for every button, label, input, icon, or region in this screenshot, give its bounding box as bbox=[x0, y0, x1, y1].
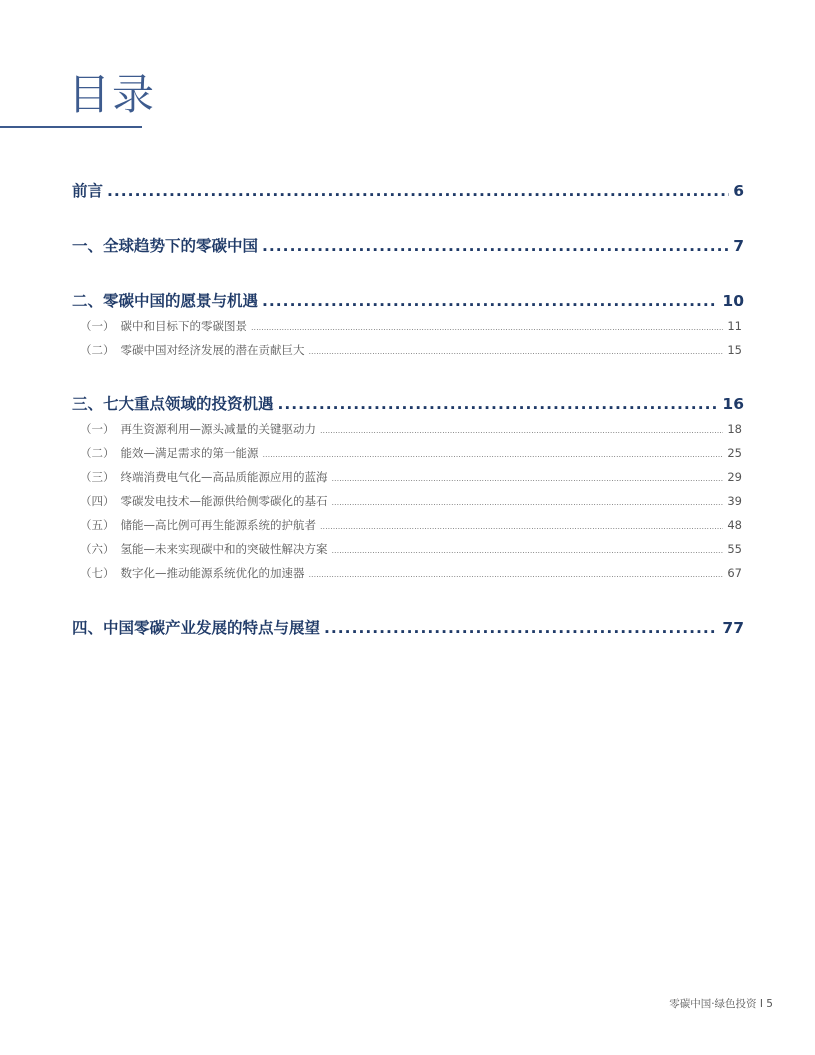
toc-page-number: 48 bbox=[727, 518, 742, 532]
toc-page-number: 6 bbox=[733, 182, 744, 200]
toc-subentry[interactable] bbox=[80, 516, 742, 534]
dot-leader bbox=[278, 393, 719, 415]
toc-subentry-label: 碳中和目标下的零碳图景 bbox=[120, 319, 247, 333]
toc-page-number: 11 bbox=[727, 319, 742, 333]
toc-subentry-label: 终端消费电气化—高品质能源应用的蓝海 bbox=[120, 470, 328, 484]
toc-subentry-number: （一） bbox=[80, 422, 115, 436]
toc-subentry[interactable] bbox=[80, 492, 742, 510]
toc-subentry[interactable] bbox=[80, 420, 742, 438]
dot-leader bbox=[251, 319, 723, 337]
dot-leader bbox=[320, 422, 723, 440]
toc-page-number: 18 bbox=[727, 422, 742, 436]
toc-entry-label: 四、中国零碳产业发展的特点与展望 bbox=[72, 619, 321, 637]
toc-subentry[interactable] bbox=[80, 317, 742, 335]
toc-subentry-number: （三） bbox=[80, 470, 115, 484]
toc-entry-label: 前言 bbox=[72, 182, 104, 200]
page-footer: 零碳中国·绿色投资 I 5 bbox=[669, 998, 773, 1010]
dot-leader bbox=[324, 617, 718, 639]
dot-leader bbox=[262, 235, 729, 257]
dot-leader bbox=[320, 518, 723, 536]
toc-subentry-label: 再生资源利用—源头减量的关键驱动力 bbox=[120, 422, 316, 436]
toc-subentry[interactable] bbox=[80, 564, 742, 582]
dot-leader bbox=[107, 180, 729, 202]
page-title: 目录 bbox=[68, 70, 157, 119]
toc-entry[interactable] bbox=[72, 180, 744, 202]
toc-page-number: 25 bbox=[727, 446, 742, 460]
toc-page-number: 16 bbox=[722, 395, 744, 413]
dot-leader bbox=[263, 446, 724, 464]
toc-subentry-number: （五） bbox=[80, 518, 115, 532]
toc-subentry-label: 能效—满足需求的第一能源 bbox=[120, 446, 259, 460]
toc-subentry-label: 零碳发电技术—能源供给侧零碳化的基石 bbox=[120, 494, 328, 508]
toc-page-number: 77 bbox=[722, 619, 744, 637]
dot-leader bbox=[262, 290, 718, 312]
dot-leader bbox=[309, 343, 724, 361]
toc-page-number: 10 bbox=[722, 292, 744, 310]
toc-subentry-number: （二） bbox=[80, 343, 115, 357]
title-underline bbox=[0, 126, 142, 128]
dot-leader bbox=[332, 470, 724, 488]
toc-entry[interactable] bbox=[72, 617, 744, 639]
toc-subentry-number: （一） bbox=[80, 319, 115, 333]
toc-entry-label: 三、七大重点领域的投资机遇 bbox=[72, 395, 274, 413]
toc-subentry-number: （二） bbox=[80, 446, 115, 460]
toc-subentry-label: 数字化—推动能源系统优化的加速器 bbox=[120, 566, 305, 580]
toc-subentry-label: 储能—高比例可再生能源系统的护航者 bbox=[120, 518, 316, 532]
dot-leader bbox=[332, 494, 724, 512]
toc-entry-label: 一、全球趋势下的零碳中国 bbox=[72, 237, 259, 255]
toc-page-number: 39 bbox=[727, 494, 742, 508]
toc-subentry[interactable] bbox=[80, 468, 742, 486]
toc-subentry-number: （六） bbox=[80, 542, 115, 556]
toc-subentry[interactable] bbox=[80, 341, 742, 359]
toc-subentry-number: （七） bbox=[80, 566, 115, 580]
dot-leader bbox=[332, 542, 724, 560]
toc-subentry-number: （四） bbox=[80, 494, 115, 508]
toc-page-number: 29 bbox=[727, 470, 742, 484]
toc-page-number: 55 bbox=[727, 542, 742, 556]
toc-page-number: 7 bbox=[733, 237, 744, 255]
toc-entry[interactable] bbox=[72, 393, 744, 415]
toc-page-number: 67 bbox=[727, 566, 742, 580]
toc-entry-label: 二、零碳中国的愿景与机遇 bbox=[72, 292, 259, 310]
toc-subentry[interactable] bbox=[80, 540, 742, 558]
toc-subentry[interactable] bbox=[80, 444, 742, 462]
toc-entry[interactable] bbox=[72, 290, 744, 312]
toc-subentry-label: 氢能—未来实现碳中和的突破性解决方案 bbox=[120, 542, 328, 556]
dot-leader bbox=[309, 566, 724, 584]
toc-page-number: 15 bbox=[727, 343, 742, 357]
toc-subentry-label: 零碳中国对经济发展的潜在贡献巨大 bbox=[120, 343, 305, 357]
toc-entry[interactable] bbox=[72, 235, 744, 257]
